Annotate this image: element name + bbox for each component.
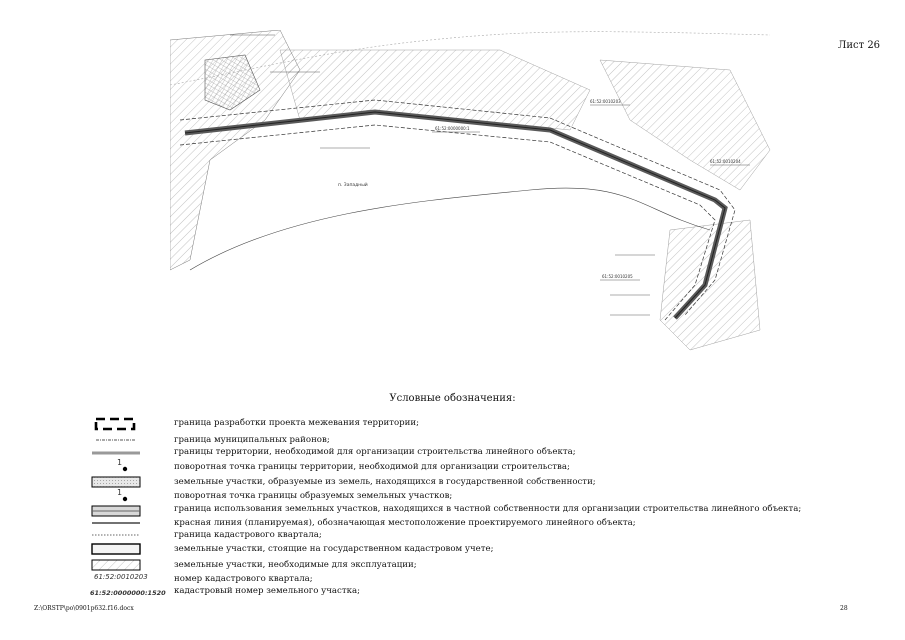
legend-text: граница использования земельных участков, находящихся в частной собственности для организации строительства линейного объекта; (174, 504, 802, 514)
cad-parcel-sample: 61:52:0000000:1520 (90, 589, 166, 597)
project-boundary-symbol (84, 417, 152, 431)
legend-text: красная линия (планируемая), обозначающая местоположение проектируемого линейного объекта; (174, 518, 636, 528)
linear-object-corridor (185, 112, 725, 318)
red-line-symbol (84, 519, 152, 527)
linear-object-axis (185, 112, 725, 318)
legend-text: кадастровый номер земельного участка; (174, 586, 361, 596)
state-parcel-symbol (84, 476, 152, 488)
map-label-2: 61:52:0010203 (590, 99, 621, 104)
legend-text: граница разработки проекта межевания территории; (174, 418, 419, 428)
territory-point-symbol (84, 466, 152, 472)
legend-text: земельные участки, стоящие на государственном кадастровом учете; (174, 544, 494, 554)
point-number-label: 1 (117, 488, 123, 497)
legend-text: земельные участки, образуемые из земель, находящихся в государственной собственности; (174, 477, 596, 487)
map-drawing (170, 30, 775, 360)
map-label-3: 61:52:0010204 (710, 159, 741, 164)
operation-parcel-symbol (84, 559, 152, 571)
map-svg (170, 30, 775, 360)
settlement-label: п. Западный (338, 183, 368, 188)
map-label-1: 61:52:0000000:1 (435, 126, 470, 131)
footer-page-number: 28 (840, 605, 848, 612)
legend-title: Условные обозначения: (389, 393, 516, 404)
hatched-area-south (660, 220, 760, 350)
parcel-point-symbol (84, 496, 152, 502)
legend-text: поворотная точка границы образуемых земельных участков; (174, 491, 453, 501)
cad-quarter-boundary-symbol (84, 531, 152, 539)
hatched-area-east (600, 60, 770, 190)
legend-text: поворотная точка границы территории, необходимой для организации строительства; (174, 462, 570, 472)
boundary-line (190, 188, 710, 270)
municipal-boundary-symbol (84, 436, 152, 444)
map-label-4: 61:52:0010205 (602, 274, 633, 279)
sheet-label: Лист 26 (838, 40, 881, 51)
private-usage-symbol (84, 505, 152, 517)
cad-quarter-sample: 61:52:0010203 (94, 573, 148, 581)
legend-text: граница муниципальных районов; (174, 435, 330, 445)
registered-parcel-symbol (84, 543, 152, 555)
territory-boundary-symbol (84, 449, 152, 457)
legend-text: номер кадастрового квартала; (174, 574, 313, 584)
footer-file-path: Z:\ORSTP\po\0901p632.f16.docx (34, 605, 134, 612)
legend-text: граница кадастрового квартала; (174, 530, 322, 540)
point-number-label: 1 (117, 458, 123, 467)
legend-text: земельные участки, необходимые для эксплуатации; (174, 560, 417, 570)
legend-text: границы территории, необходимой для организации строительства линейного объекта; (174, 447, 576, 457)
